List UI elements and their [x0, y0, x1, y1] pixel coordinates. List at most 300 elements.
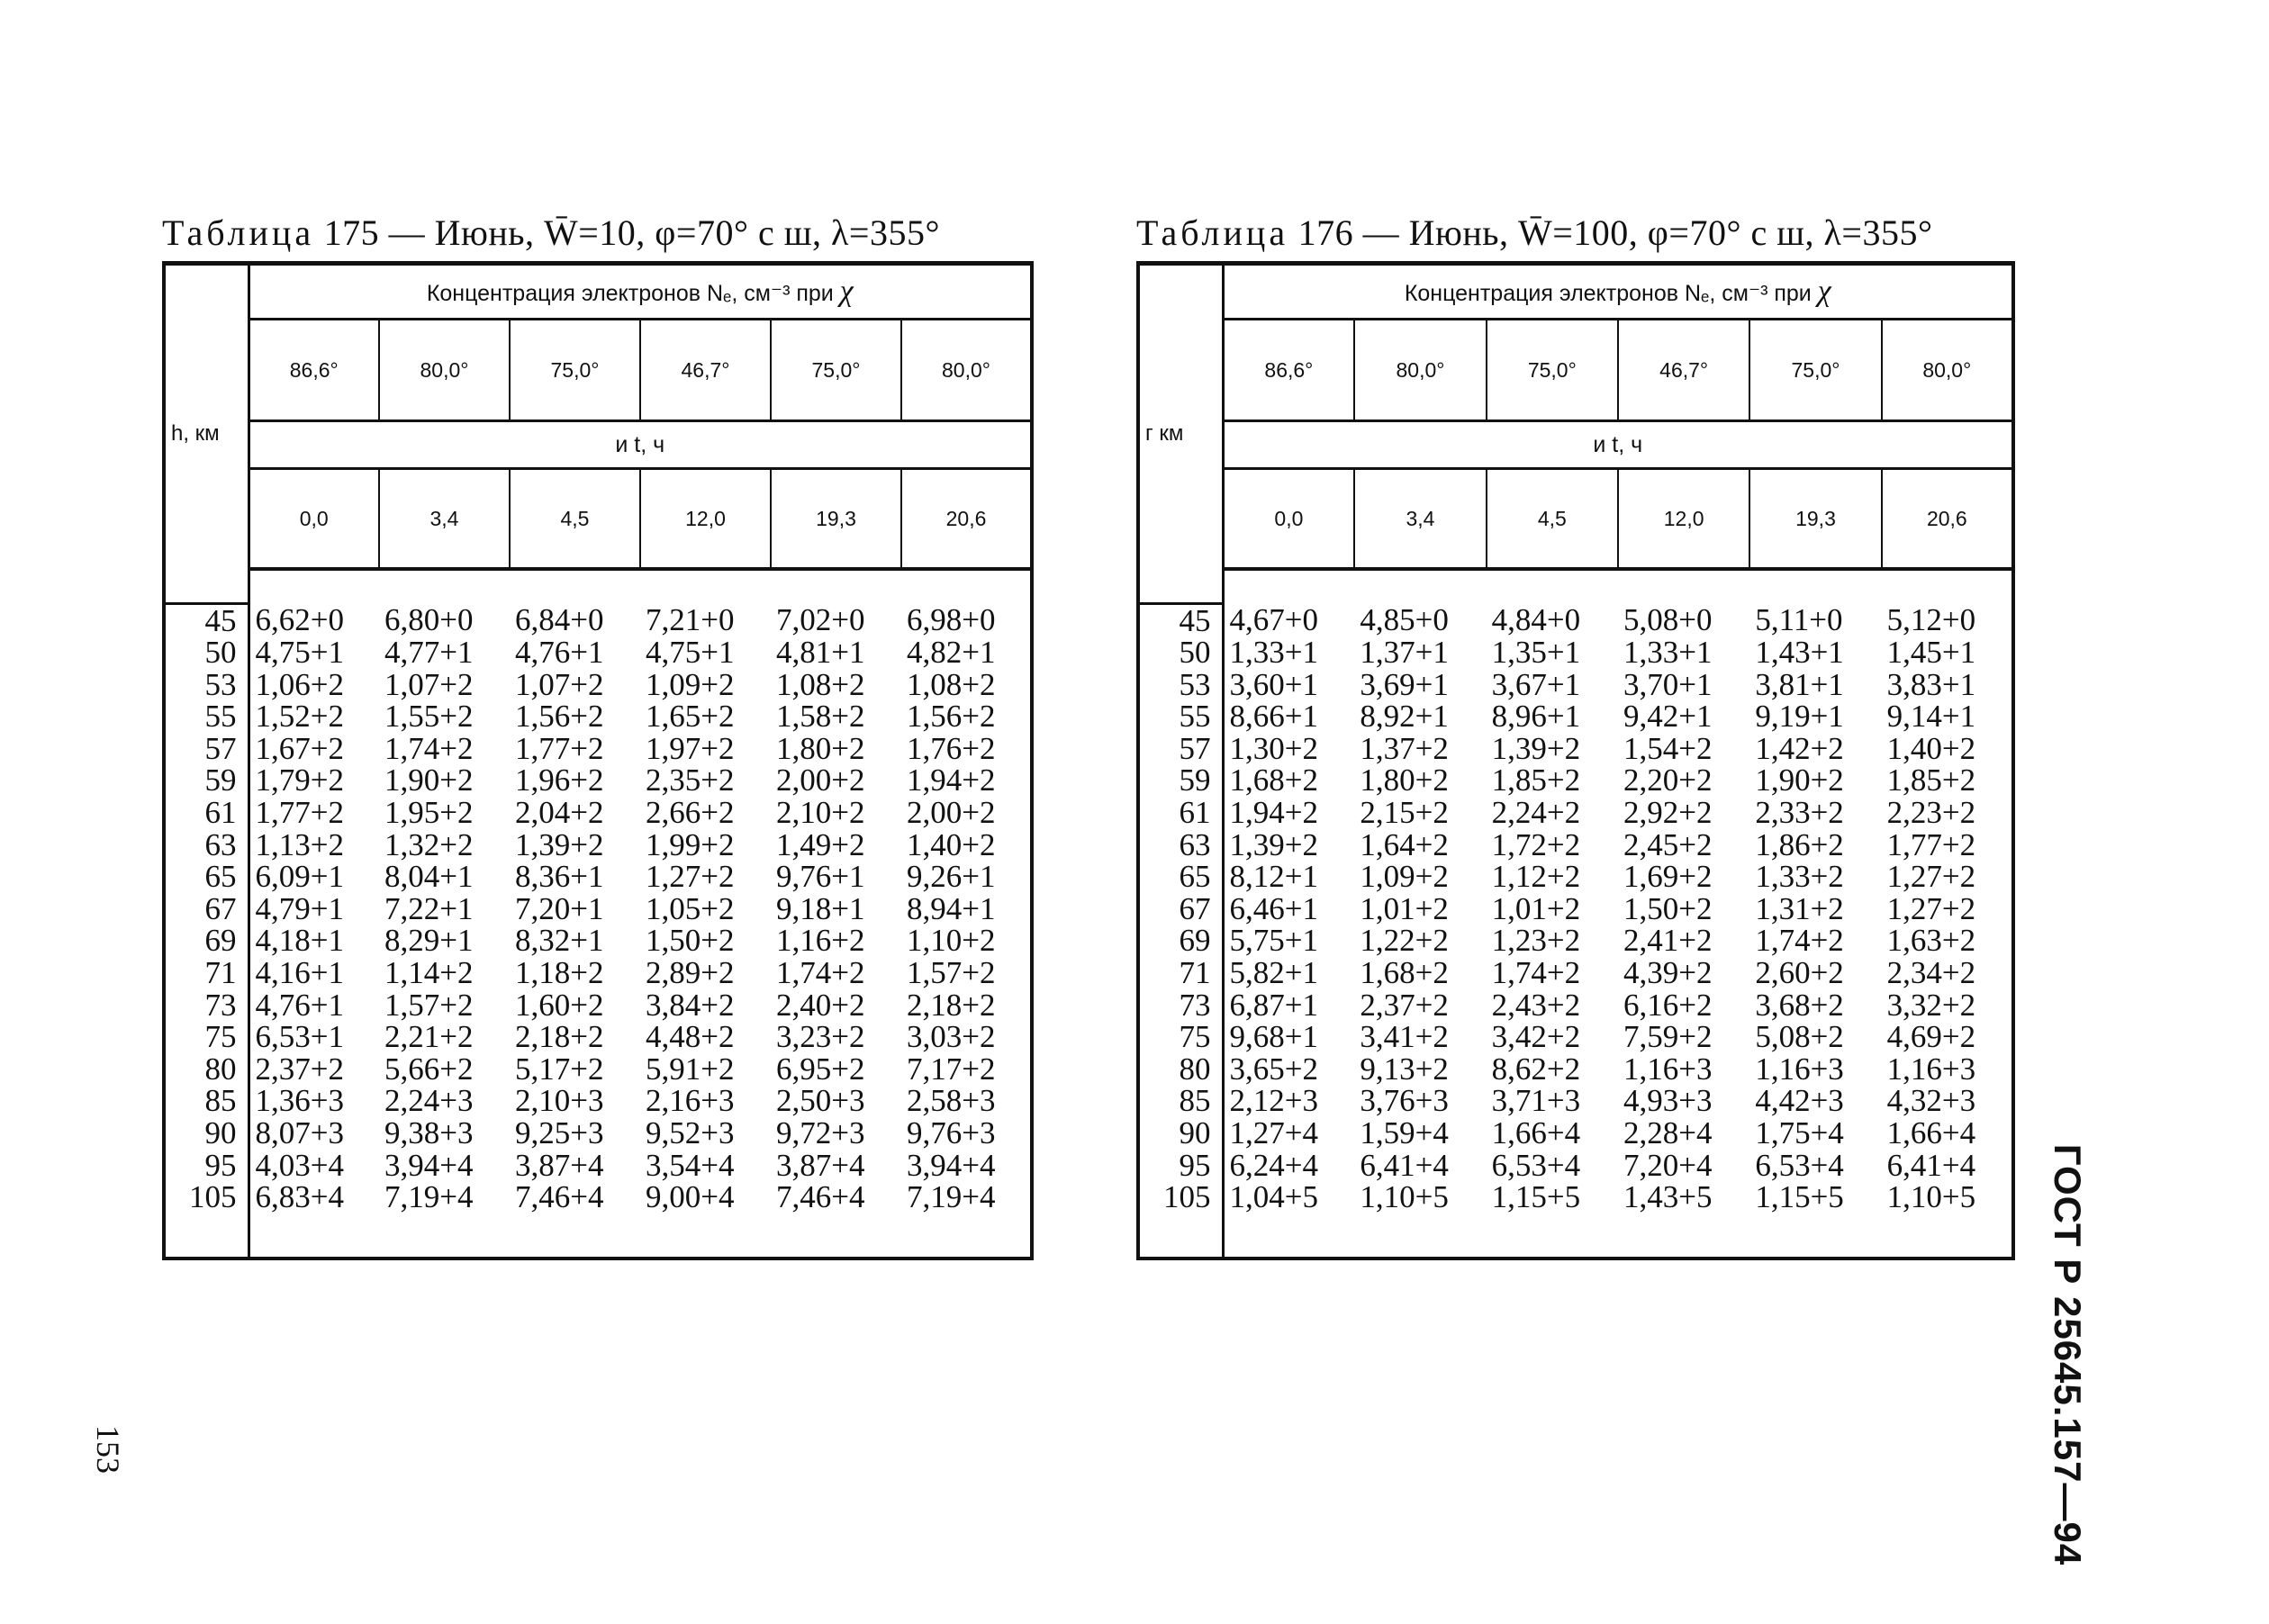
tail-cell [1354, 1213, 1486, 1259]
value-cell: 5,82+1 [1229, 955, 1318, 991]
value-cell: 4,69+2 [1886, 1019, 1976, 1055]
height-cell: 65 [164, 861, 249, 893]
value-cell: 7,20+1 [515, 890, 604, 926]
value-cell: 7,22+1 [384, 890, 474, 926]
height-cell: 53 [164, 669, 249, 701]
height-cell: 53 [1138, 669, 1223, 701]
height-cell: 67 [1138, 893, 1223, 925]
tail-cell [771, 1213, 901, 1259]
table-row [1138, 669, 2013, 701]
table-row [164, 957, 1032, 989]
value-cell: 1,65+2 [646, 699, 735, 735]
table-caption [1136, 207, 2015, 259]
value-cell: 6,87+1 [1229, 987, 1318, 1023]
value-cell: 1,01+2 [1491, 890, 1581, 926]
height-cell: 105 [164, 1181, 249, 1213]
value-cell: 9,13+2 [1360, 1051, 1449, 1087]
value-cell: 2,24+2 [1491, 795, 1581, 831]
value-cell: 1,15+5 [1491, 1179, 1581, 1215]
value-cell: 2,15+2 [1360, 795, 1449, 831]
time-header: и t, ч [249, 421, 1032, 469]
value-cell: 1,37+2 [1360, 730, 1449, 766]
value-cell: 7,21+0 [646, 601, 735, 637]
height-cell: 90 [164, 1117, 249, 1150]
height-cell: 69 [1138, 925, 1223, 957]
value-cell: 1,96+2 [515, 762, 604, 798]
tail-cell [1618, 1213, 1749, 1259]
value-cell: 9,72+3 [776, 1115, 865, 1150]
value-cell: 2,20+2 [1623, 762, 1713, 798]
height-cell: 75 [1138, 1021, 1223, 1053]
value-cell: 1,08+2 [907, 666, 996, 702]
value-cell: 8,29+1 [384, 923, 474, 959]
page-number: 153 [90, 1425, 126, 1474]
spacer-cell [1882, 569, 2013, 603]
value-cell: 6,16+2 [1623, 987, 1713, 1023]
value-cell: 2,37+2 [1360, 987, 1449, 1023]
value-cell: 1,66+4 [1886, 1115, 1976, 1150]
value-cell: 2,58+3 [907, 1083, 996, 1119]
spacer-cell [249, 569, 379, 603]
chi-value: 75,0° [1487, 320, 1618, 421]
value-cell: 3,65+2 [1229, 1051, 1318, 1087]
spacer-cell [1354, 569, 1486, 603]
height-cell: 57 [1138, 733, 1223, 765]
value-cell: 1,74+2 [776, 955, 865, 991]
value-cell: 1,50+2 [646, 923, 735, 959]
value-cell: 4,93+3 [1623, 1083, 1713, 1119]
tail-cell [640, 1213, 771, 1259]
value-cell: 2,23+2 [1886, 795, 1976, 831]
value-cell: 4,75+1 [255, 635, 344, 671]
value-cell: 6,53+4 [1755, 1147, 1844, 1183]
value-cell: 1,07+2 [384, 666, 474, 702]
height-cell: 45 [1138, 603, 1223, 636]
table-row [164, 1150, 1032, 1182]
table-row [164, 989, 1032, 1022]
value-cell: 7,19+4 [907, 1179, 996, 1215]
chi-symbol: χ [839, 275, 854, 308]
value-cell: 4,39+2 [1623, 955, 1713, 991]
value-cell: 4,76+1 [515, 635, 604, 671]
value-cell: 9,14+1 [1886, 699, 1976, 735]
value-cell: 1,33+1 [1623, 635, 1713, 671]
value-cell: 1,76+2 [907, 730, 996, 766]
value-cell: 3,76+3 [1360, 1083, 1449, 1119]
time-value: 4,5 [1487, 469, 1618, 570]
value-cell: 1,04+5 [1229, 1179, 1318, 1215]
spacer-cell [1618, 569, 1749, 603]
table-row [164, 1053, 1032, 1086]
value-cell: 1,23+2 [1491, 923, 1581, 959]
table-row [1138, 797, 2013, 829]
value-cell: 6,62+0 [255, 601, 344, 637]
table-row [164, 603, 1032, 636]
value-cell: 1,39+2 [1491, 730, 1581, 766]
caption-word: Таблица [162, 212, 315, 253]
height-cell: 90 [1138, 1117, 1223, 1150]
value-cell: 9,38+3 [384, 1115, 474, 1150]
value-cell: 1,27+2 [1886, 859, 1976, 895]
value-cell: 1,35+1 [1491, 635, 1581, 671]
value-cell: 8,94+1 [907, 890, 996, 926]
value-cell: 6,53+1 [255, 1019, 344, 1055]
chi-value: 75,0° [510, 320, 640, 421]
height-cell: 55 [164, 700, 249, 733]
value-cell: 1,60+2 [515, 987, 604, 1023]
value-cell: 4,81+1 [776, 635, 865, 671]
value-cell: 1,14+2 [384, 955, 474, 991]
value-cell: 2,43+2 [1491, 987, 1581, 1023]
time-value: 3,4 [379, 469, 510, 570]
value-cell: 2,92+2 [1623, 795, 1713, 831]
table-row [1138, 603, 2013, 636]
tail-cell [249, 1213, 379, 1259]
value-cell: 7,59+2 [1623, 1019, 1713, 1055]
value-cell: 1,52+2 [255, 699, 344, 735]
table-row [1138, 1150, 2013, 1182]
value-cell: 9,00+4 [646, 1179, 735, 1215]
row-header-height: h, км [164, 264, 249, 604]
value-cell: 1,33+2 [1755, 859, 1844, 895]
value-cell: 3,94+4 [907, 1147, 996, 1183]
value-cell: 5,75+1 [1229, 923, 1318, 959]
value-cell: 1,90+2 [1755, 762, 1844, 798]
time-value: 12,0 [1618, 469, 1749, 570]
value-cell: 3,03+2 [907, 1019, 996, 1055]
value-cell: 1,64+2 [1360, 826, 1449, 862]
table-row [164, 893, 1032, 925]
value-cell: 2,35+2 [646, 762, 735, 798]
tail-cell [1223, 1213, 1354, 1259]
value-cell: 6,95+2 [776, 1051, 865, 1087]
table-row [164, 764, 1032, 797]
value-cell: 4,77+1 [384, 635, 474, 671]
value-cell: 1,15+5 [1755, 1179, 1844, 1215]
value-cell: 9,68+1 [1229, 1019, 1318, 1055]
value-cell: 4,76+1 [255, 987, 344, 1023]
value-cell: 2,00+2 [907, 795, 996, 831]
table-row [164, 861, 1032, 893]
value-cell: 1,27+4 [1229, 1115, 1318, 1150]
height-cell: 59 [1138, 764, 1223, 797]
value-cell: 8,04+1 [384, 859, 474, 895]
table-row [1138, 1181, 2013, 1213]
value-cell: 1,79+2 [255, 762, 344, 798]
value-cell: 3,81+1 [1755, 666, 1844, 702]
time-value: 3,4 [1354, 469, 1486, 570]
tail-cell [164, 1213, 249, 1259]
height-cell: 69 [164, 925, 249, 957]
value-cell: 6,24+4 [1229, 1147, 1318, 1183]
value-cell: 2,89+2 [646, 955, 735, 991]
value-cell: 5,91+2 [646, 1051, 735, 1087]
value-cell: 1,72+2 [1491, 826, 1581, 862]
value-cell: 1,59+4 [1360, 1115, 1449, 1150]
value-cell: 1,09+2 [646, 666, 735, 702]
value-cell: 1,05+2 [646, 890, 735, 926]
value-cell: 1,74+2 [1755, 923, 1844, 959]
height-cell: 75 [164, 1021, 249, 1053]
height-cell: 63 [1138, 829, 1223, 862]
value-cell: 7,20+4 [1623, 1147, 1713, 1183]
height-cell: 71 [1138, 957, 1223, 989]
concentration-header [249, 264, 1032, 320]
value-cell: 8,07+3 [255, 1115, 344, 1150]
value-cell: 1,06+2 [255, 666, 344, 702]
table-row [1138, 1053, 2013, 1086]
value-cell: 2,34+2 [1886, 955, 1976, 991]
table-row [164, 733, 1032, 765]
value-cell: 9,18+1 [776, 890, 865, 926]
value-cell: 3,94+4 [384, 1147, 474, 1183]
value-cell: 1,94+2 [907, 762, 996, 798]
time-value: 19,3 [1749, 469, 1881, 570]
value-cell: 1,68+2 [1229, 762, 1318, 798]
value-cell: 6,53+4 [1491, 1147, 1581, 1183]
tail-cell [379, 1213, 510, 1259]
height-cell: 95 [1138, 1150, 1223, 1182]
table-row [1138, 1117, 2013, 1150]
value-cell: 1,50+2 [1623, 890, 1713, 926]
table-176 [1136, 207, 2015, 1260]
value-cell: 1,42+2 [1755, 730, 1844, 766]
value-cell: 6,80+0 [384, 601, 474, 637]
chi-value: 80,0° [1354, 320, 1486, 421]
table-175 [162, 207, 1034, 1260]
value-cell: 1,13+2 [255, 826, 344, 862]
value-cell: 2,37+2 [255, 1051, 344, 1087]
value-cell: 6,41+4 [1886, 1147, 1976, 1183]
value-cell: 1,68+2 [1360, 955, 1449, 991]
value-cell: 7,02+0 [776, 601, 865, 637]
value-cell: 2,18+2 [907, 987, 996, 1023]
table-row [1138, 1085, 2013, 1117]
value-cell: 1,01+2 [1360, 890, 1449, 926]
value-cell: 2,41+2 [1623, 923, 1713, 959]
value-cell: 4,03+4 [255, 1147, 344, 1183]
tail-cell [1487, 1213, 1618, 1259]
value-cell: 3,87+4 [776, 1147, 865, 1183]
spacer-cell [379, 569, 510, 603]
value-cell: 1,74+2 [384, 730, 474, 766]
value-cell: 2,45+2 [1623, 826, 1713, 862]
value-cell: 9,76+3 [907, 1115, 996, 1150]
value-cell: 1,45+1 [1886, 635, 1976, 671]
value-cell: 8,92+1 [1360, 699, 1449, 735]
value-cell: 5,11+0 [1755, 601, 1843, 637]
value-cell: 1,40+2 [1886, 730, 1976, 766]
value-cell: 4,75+1 [646, 635, 735, 671]
table-row [1138, 893, 2013, 925]
chi-value: 46,7° [1618, 320, 1749, 421]
table-row [1138, 1021, 2013, 1053]
table-row [164, 1021, 1032, 1053]
value-cell: 1,56+2 [907, 699, 996, 735]
data-table [1136, 261, 2015, 1260]
value-cell: 5,17+2 [515, 1051, 604, 1087]
value-cell: 3,54+4 [646, 1147, 735, 1183]
height-cell: 50 [164, 636, 249, 669]
chi-value: 80,0° [379, 320, 510, 421]
height-cell: 61 [1138, 797, 1223, 829]
spacer-cell [1223, 569, 1354, 603]
value-cell: 1,85+2 [1491, 762, 1581, 798]
time-value: 4,5 [510, 469, 640, 570]
value-cell: 8,32+1 [515, 923, 604, 959]
value-cell: 3,70+1 [1623, 666, 1713, 702]
value-cell: 2,50+3 [776, 1083, 865, 1119]
height-cell: 59 [164, 764, 249, 797]
table-row [1138, 764, 2013, 797]
value-cell: 1,95+2 [384, 795, 474, 831]
height-cell: 63 [164, 829, 249, 862]
height-cell: 57 [164, 733, 249, 765]
value-cell: 6,98+0 [907, 601, 996, 637]
value-cell: 1,32+2 [384, 826, 474, 862]
value-cell: 1,69+2 [1623, 859, 1713, 895]
table-row [164, 925, 1032, 957]
value-cell: 2,40+2 [776, 987, 865, 1023]
tail-cell [510, 1213, 640, 1259]
value-cell: 1,39+2 [515, 826, 604, 862]
height-cell: 73 [164, 989, 249, 1022]
table-row [1138, 829, 2013, 862]
table-row [1138, 733, 2013, 765]
value-cell: 5,08+0 [1623, 601, 1713, 637]
table-row [164, 829, 1032, 862]
value-cell: 7,19+4 [384, 1179, 474, 1215]
table-row [1138, 636, 2013, 669]
value-cell: 1,56+2 [515, 699, 604, 735]
caption-word: Таблица [1136, 212, 1289, 253]
height-cell: 55 [1138, 700, 1223, 733]
value-cell: 2,66+2 [646, 795, 735, 831]
value-cell: 1,85+2 [1886, 762, 1976, 798]
value-cell: 2,18+2 [515, 1019, 604, 1055]
tail-cell [1749, 1213, 1881, 1259]
table-row [164, 1181, 1032, 1213]
value-cell: 3,67+1 [1491, 666, 1581, 702]
value-cell: 4,42+3 [1755, 1083, 1844, 1119]
tail-cell [1882, 1213, 2013, 1259]
height-cell: 105 [1138, 1181, 1223, 1213]
value-cell: 2,10+3 [515, 1083, 604, 1119]
value-cell: 1,30+2 [1229, 730, 1318, 766]
chi-value: 46,7° [640, 320, 771, 421]
value-cell: 1,58+2 [776, 699, 865, 735]
chi-value: 80,0° [1922, 357, 1972, 382]
value-cell: 6,46+1 [1229, 890, 1318, 926]
value-cell: 1,74+2 [1491, 955, 1581, 991]
spacer-cell [901, 569, 1032, 603]
value-cell: 4,79+1 [255, 890, 344, 926]
value-cell: 1,16+3 [1755, 1051, 1844, 1087]
spacer-cell [1487, 569, 1618, 603]
value-cell: 1,43+1 [1755, 635, 1844, 671]
time-value: 20,6 [945, 506, 987, 530]
value-cell: 1,40+2 [907, 826, 996, 862]
value-cell: 3,23+2 [776, 1019, 865, 1055]
value-cell: 1,07+2 [515, 666, 604, 702]
value-cell: 9,76+1 [776, 859, 865, 895]
value-cell: 1,54+2 [1623, 730, 1713, 766]
table-row [1138, 957, 2013, 989]
time-value: 0,0 [1223, 469, 1354, 570]
table-row [164, 1085, 1032, 1117]
value-cell: 2,10+2 [776, 795, 865, 831]
spacer-cell [1749, 569, 1881, 603]
value-cell: 1,99+2 [646, 826, 735, 862]
table-row [164, 669, 1032, 701]
height-cell: 61 [164, 797, 249, 829]
height-cell: 73 [1138, 989, 1223, 1022]
value-cell: 7,46+4 [776, 1179, 865, 1215]
value-cell: 5,08+2 [1755, 1019, 1844, 1055]
value-cell: 1,10+5 [1360, 1179, 1449, 1215]
height-cell: 80 [164, 1053, 249, 1086]
chi-value: 75,0° [771, 320, 901, 421]
value-cell: 1,63+2 [1886, 923, 1976, 959]
value-cell: 2,16+3 [646, 1083, 735, 1119]
value-cell: 3,84+2 [646, 987, 735, 1023]
value-cell: 2,28+4 [1623, 1115, 1713, 1150]
value-cell: 1,57+2 [907, 955, 996, 991]
tail-cell [901, 1213, 1032, 1259]
height-cell: 85 [164, 1085, 249, 1117]
value-cell: 1,18+2 [515, 955, 604, 991]
value-cell: 1,27+2 [1886, 890, 1976, 926]
value-cell: 1,16+3 [1886, 1051, 1976, 1087]
value-cell: 1,80+2 [776, 730, 865, 766]
time-header: и t, ч [1223, 421, 2013, 469]
tail-cell [1138, 1213, 1223, 1259]
value-cell: 1,66+4 [1491, 1115, 1581, 1150]
value-cell: 7,17+2 [907, 1051, 996, 1087]
time-value: 20,6 [1926, 506, 1967, 530]
value-cell: 1,16+3 [1623, 1051, 1713, 1087]
row-header-height: г км [1138, 264, 1223, 604]
value-cell: 9,26+1 [907, 859, 996, 895]
value-cell: 1,77+2 [515, 730, 604, 766]
height-cell: 85 [1138, 1085, 1223, 1117]
value-cell: 1,37+1 [1360, 635, 1449, 671]
value-cell: 9,25+3 [515, 1115, 604, 1150]
value-cell: 1,08+2 [776, 666, 865, 702]
value-cell: 8,62+2 [1491, 1051, 1581, 1087]
table-row [1138, 861, 2013, 893]
value-cell: 3,41+2 [1360, 1019, 1449, 1055]
value-cell: 1,77+2 [255, 795, 344, 831]
concentration-header [1223, 264, 2013, 320]
value-cell: 3,42+2 [1491, 1019, 1581, 1055]
value-cell: 1,22+2 [1360, 923, 1449, 959]
chi-value: 86,6° [1223, 320, 1354, 421]
value-cell: 4,82+1 [907, 635, 996, 671]
height-cell: 50 [1138, 636, 1223, 669]
value-cell: 6,09+1 [255, 859, 344, 895]
value-cell: 1,33+1 [1229, 635, 1318, 671]
value-cell: 3,32+2 [1886, 987, 1976, 1023]
value-cell: 4,18+1 [255, 923, 344, 959]
height-cell: 95 [164, 1150, 249, 1182]
value-cell: 1,12+2 [1491, 859, 1581, 895]
value-cell: 3,71+3 [1491, 1083, 1581, 1119]
table-caption [162, 207, 1034, 259]
height-cell: 45 [164, 603, 249, 636]
value-cell: 1,49+2 [776, 826, 865, 862]
data-table [162, 261, 1034, 1260]
